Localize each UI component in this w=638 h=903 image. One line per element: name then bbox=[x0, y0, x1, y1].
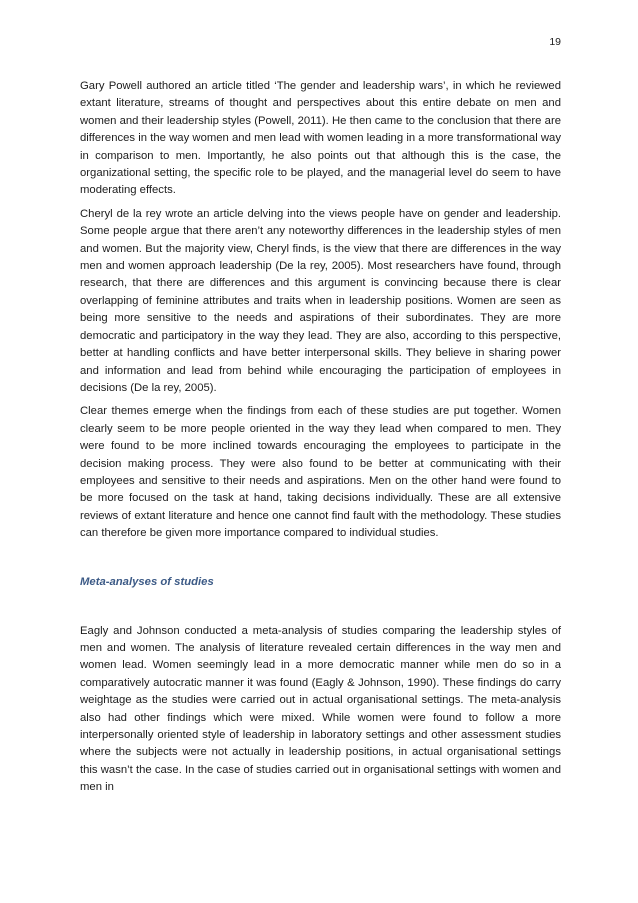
section-heading-meta-analyses: Meta-analyses of studies bbox=[80, 575, 214, 588]
paragraph-eagly-johnson: Eagly and Johnson conducted a meta-analysis of studies comparing the leadership styles of men and women. The analysis of literature revealed certain differences in the way men and women lead. Women seemingly lead in a more democratic manner while men do so in a comparatively autocratic manner it was found (Eagly & Johnson, 1990). These findings do carry weightage as the studies were carried out in actual organisational settings. The meta-analysis also had other findings which were mixed. While women were found to follow a more interpersonally oriented style of leadership in laboratory settings and other assessment studies where the subjects were not actually in leadership positions, in actual organisational settings this wasn’t the case. In the case of studies carried out in organisational settings with women and men in bbox=[80, 624, 561, 794]
paragraph-de-la-rey: Cheryl de la rey wrote an article delving into the views people have on gender and leadership. Some people argue that there aren’t any noteworthy differences in the leadership styles of men and women. But the majority view, Cheryl finds, is the view that there are differences in the way men and women approach leadership (De la rey, 2005). Most researchers have found, through research, that there are differences and this argument is convincing because there is clear overlapping of feminine attributes and traits when in leadership positions. Women are seen as being more sensitive to the needs and aspirations of their subordinates. They are more democratic and participatory in the way they lead. They are also, according to this perspective, better at handling conflicts and have better interpersonal skills. They believe in sharing power and information and lead from behind while encouraging the participation of employees in decisions (De la rey, 2005). bbox=[80, 207, 561, 394]
page-number: 19 bbox=[549, 36, 561, 48]
body-text bbox=[80, 78, 561, 797]
paragraph-powell: Gary Powell authored an article titled ‘The gender and leadership wars’, in which he reviewed extant literature, streams of thought and perspectives about this entire debate on men and women and their leadership styles (Powell, 2011). He then came to the conclusion that there are differences in the way women and men lead with women leading in a more transformational way in comparison to men. Importantly, he also points out that although this is the case, the organizational setting, the specific role to be played, and the managerial level do seem to have moderating effects. bbox=[80, 80, 561, 197]
paragraph-clear-themes: Clear themes emerge when the findings from each of these studies are put together. Women clearly seem to be more people oriented in the way they lead when compared to men. They were found to be more inclined towards encouraging the employees to participate in the decision making process. They were also found to be better at communicating with their employees and sensitive to their needs and aspirations. Men on the other hand were found to be more focused on the task at hand, taking decisions individually. These are all extensive reviews of extant literature and hence one cannot find fault with the methodology. These studies can therefore be given more importance compared to individual studies. bbox=[80, 405, 561, 540]
